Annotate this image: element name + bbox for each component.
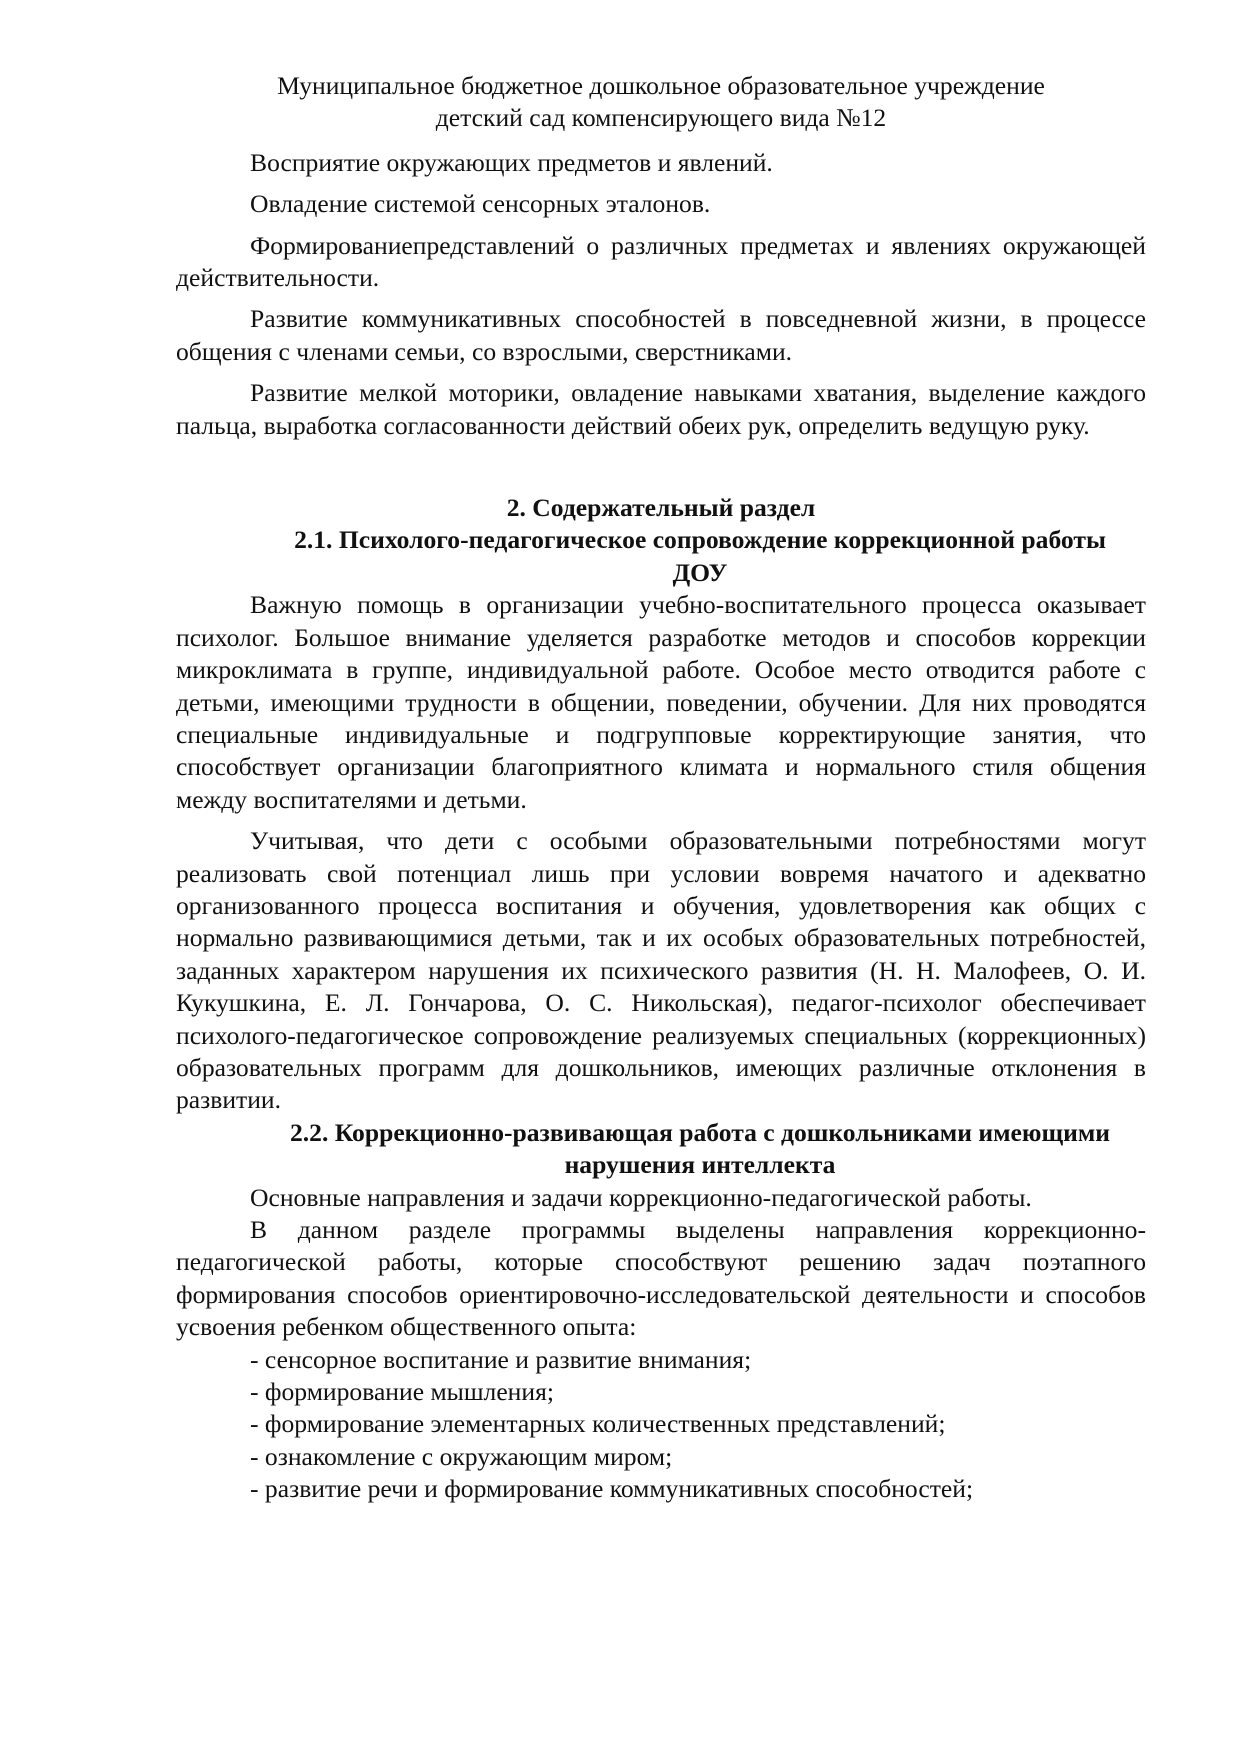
section-2-title: 2. Содержательный раздел xyxy=(506,493,816,523)
list-item: - формирование мышления; xyxy=(250,1377,554,1407)
list-item: - сенсорное воспитание и развитие внимания; xyxy=(250,1344,752,1374)
intro-paragraph: Овладение системой сенсорных эталонов. xyxy=(250,189,711,219)
subsection-2-1-title: 2.1. Психолого-педагогическое сопровождение коррекционной работы ДОУ xyxy=(294,525,1106,587)
directions-list xyxy=(176,1344,1146,1506)
intro-paragraph: Восприятие окружающих предметов и явлений. xyxy=(250,147,773,177)
subsection-2-2-title: 2.2. Коррекционно-развивающая работа с дошкольниками имеющими нарушения интеллекта xyxy=(289,1117,1110,1180)
institution-header xyxy=(176,70,1146,135)
subsection-2-1-paragraph: Важную помощь в организации учебно-воспитательного процесса оказывает психолог. Большое внимание уделяется разработке методов и способов коррекции микроклимата в группе, индивидуальной работе. Особое место отводится работе с детьми, имеющими трудности в общении, поведении, обучении. Для них проводятся специальные индивидуальные и подгрупповые корректирующие занятия, что способствует организации благоприятного климата и нормального стиля общения между воспитателями и детьми. xyxy=(176,590,1146,814)
document-page xyxy=(176,70,1146,1506)
subsection-2-2-paragraph: Основные направления и задачи коррекционно-педагогической работы. xyxy=(250,1182,1032,1212)
header-line-2: детский сад компенсирующего вида №12 xyxy=(435,103,887,133)
list-item: - развитие речи и формирование коммуникативных способностей; xyxy=(250,1474,974,1504)
list-item: - формирование элементарных количественных представлений; xyxy=(250,1409,946,1439)
subsection-2-2-paragraph: В данном разделе программы выделены направления коррекционно-педагогической работы, которые способствуют решению задач поэтапного формирования способов ориентировочно-исследовательской деятельности и способов усвоения ребенком общественного опыта: xyxy=(176,1215,1146,1342)
intro-block xyxy=(176,147,1146,442)
intro-paragraph: Развитие коммуникативных способностей в повседневной жизни, в процессе общения с членами семьи, со взрослыми, сверстниками. xyxy=(176,304,1146,366)
list-item: - ознакомление с окружающим миром; xyxy=(250,1441,673,1471)
subsection-2-1-paragraph: Учитывая, что дети с особыми образовательными потребностями могут реализовать свой потенциал лишь при условии вовремя начатого и адекватно организованного процесса воспитания и обучения, удовлетворения как общих с нормально развивающимися детьми, так и их особых образовательных потребностей, заданных характером нарушения их психического развития (Н. Н. Малофеев, О. И. Кукушкина, Е. Л. Гончарова, О. С. Никольская), педагог-психолог обеспечивает психолого-педагогическое сопровождение реализуемых специальных (коррекционных) образовательных программ для дошкольников, имеющих различные отклонения в развитии. xyxy=(176,826,1146,1115)
intro-paragraph: Развитие мелкой моторики, овладение навыками хватания, выделение каждого пальца, выработка согласованности действий обеих рук, определить ведущую руку. xyxy=(176,378,1146,440)
header-line-1: Муниципальное бюджетное дошкольное образовательное учреждение xyxy=(277,71,1045,100)
intro-paragraph: Формированиепредставлений о различных предметах и явлениях окружающей действительности. xyxy=(176,230,1146,293)
